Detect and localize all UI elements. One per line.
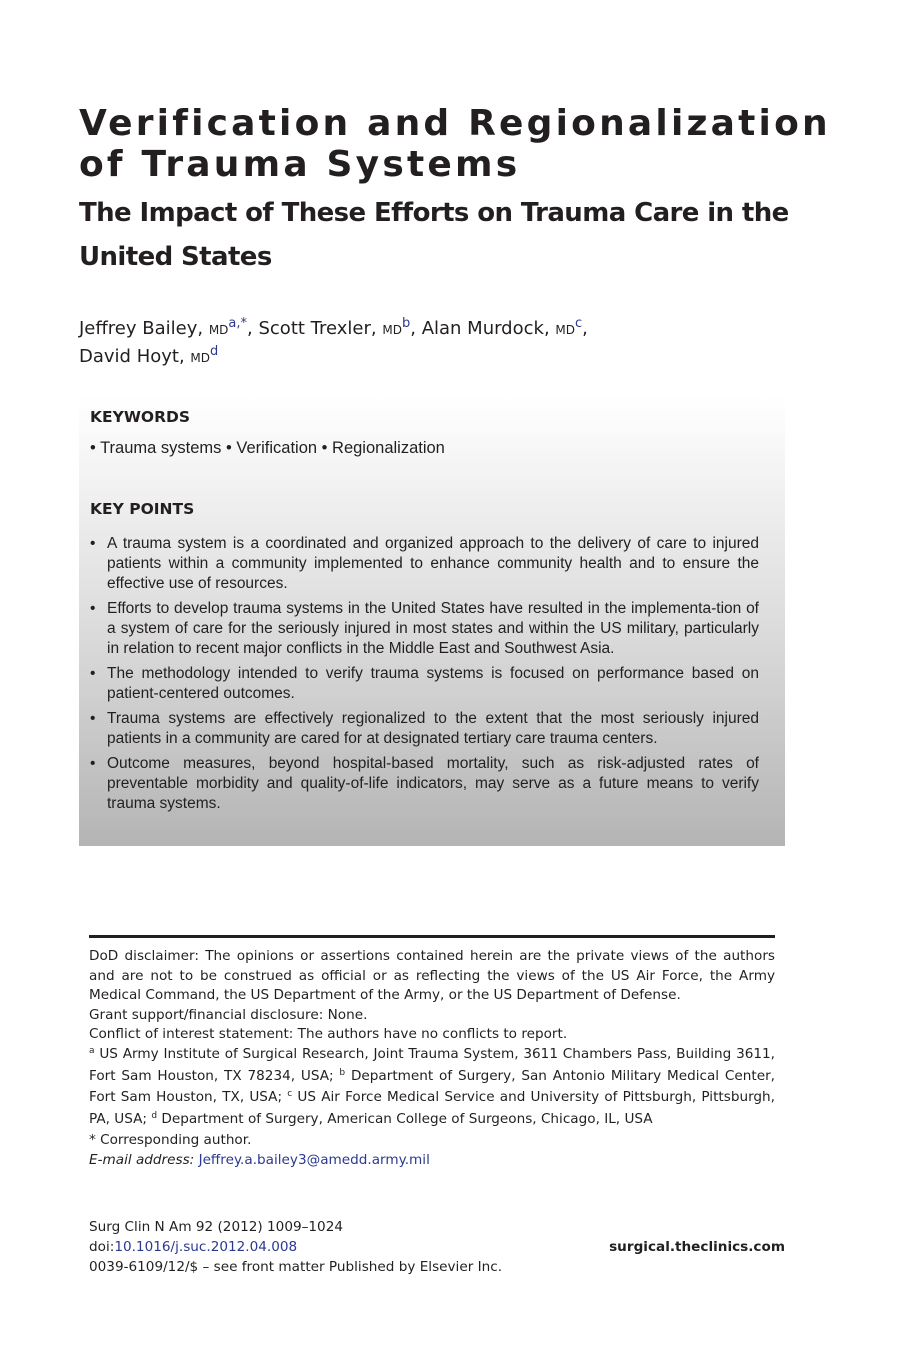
key-points-list	[90, 534, 759, 819]
key-point: • Outcome measures, beyond hospital-based mortality, such as risk-adjusted rates of preventable morbidity and quality-of-life indicators, may serve as a future means to verify trauma systems.	[90, 755, 759, 812]
keyword: Verification	[236, 439, 318, 457]
author-name: Jeffrey Bailey,	[79, 318, 204, 339]
key-point: • A trauma system is a coordinated and organized approach to the delivery of care to injured patients within a community implemented to enhance community health and to ensure the effective use of resources.	[90, 535, 759, 592]
key-point: • The methodology intended to verify trauma systems is focused on performance based on patient-centered outcomes.	[90, 665, 759, 702]
affiliation: US Air Force Medical Service and University of Pittsburgh, Pittsburgh, PA, USA;	[89, 1089, 775, 1127]
article-subtitle: The Impact of These Efforts on Trauma Care in the United States	[79, 198, 789, 272]
issn-line: 0039-6109/12/$ – see front matter Published by Elsevier Inc.	[89, 1259, 503, 1275]
footnote-divider	[89, 935, 775, 938]
affiliation-marker[interactable]: a,*	[228, 316, 248, 331]
conflict-statement: Conflict of interest statement: The authors have no conflicts to report.	[89, 1026, 568, 1043]
author-degree: MD	[382, 323, 402, 337]
key-points-heading: KEY POINTS	[90, 500, 195, 518]
email-line: E-mail address: Jeffrey.a.bailey3@amedd.army.mil	[89, 1151, 430, 1168]
affiliation: US Army Institute of Surgical Research, Joint Trauma System, 3611 Chambers Pass, Building 3611, Fort Sam Houston, TX 78234, USA;	[89, 1045, 775, 1084]
affiliation-marker[interactable]: c	[575, 316, 583, 331]
keyword: Trauma systems	[100, 439, 222, 457]
email-link[interactable]: Jeffrey.a.bailey3@amedd.army.mil	[198, 1151, 430, 1168]
author-degree: MD	[208, 323, 229, 337]
author	[79, 346, 218, 367]
corresponding-author: * Corresponding author.	[89, 1132, 252, 1149]
affiliations: $^a$ US Army Institute of Surgical Research, Joint Trauma System, 3611 Chambers Pass, Building 3611, Fort Sam Houston, TX 78234, USA; $^b$ Department of Surgery, San Antonio Military Medical Center, Fort Sam Houston, TX, USA; $^c$ US Air Force Medical Service and University of Pittsburgh, Pittsburgh, PA, USA; $^d$ Department of Surgery, American College of Surgeons, Chicago, IL, USA	[89, 1045, 775, 1127]
article-title: Verification and Regionalization of Trauma Systems	[79, 103, 831, 185]
author-name: Scott Trexler,	[258, 318, 377, 339]
author-list	[79, 316, 799, 372]
doi-line: doi:10.1016/j.suc.2012.04.008	[89, 1239, 298, 1255]
bullet-icon: •	[90, 535, 96, 552]
bullet-icon: •	[90, 600, 96, 617]
keywords-heading: KEYWORDS	[90, 408, 191, 426]
doi-link[interactable]: 10.1016/j.suc.2012.04.008	[114, 1239, 298, 1255]
footnotes	[89, 947, 775, 1171]
author: Scott Trexler, MD$^b$,	[258, 316, 416, 339]
author-degree: MD	[190, 351, 210, 365]
author-name: Alan Murdock,	[421, 318, 550, 339]
key-point: • Trauma systems are effectively regionalized to the extent that the most seriously injured patients in a community are cared for at designated tertiary care trauma centers.	[90, 710, 759, 747]
bullet-icon: •	[90, 755, 96, 772]
affiliation: Department of Surgery, American College of Surgeons, Chicago, IL, USA	[161, 1110, 653, 1127]
author-degree: MD	[555, 323, 575, 337]
author: Jeffrey Bailey, MD$^{a,*}$,	[79, 316, 253, 339]
bullet-icon: •	[90, 665, 96, 682]
bullet-icon: •	[90, 710, 96, 727]
affiliation: Department of Surgery, San Antonio Military Medical Center, Fort Sam Houston, TX, USA;	[89, 1067, 775, 1106]
keywords-keypoints-box	[79, 396, 785, 846]
author: Alan Murdock, MD$^c$,	[421, 316, 588, 339]
journal-website-link[interactable]: surgical.theclinics.com	[609, 1239, 785, 1255]
affiliation-marker[interactable]: b	[401, 316, 411, 331]
journal-info	[89, 1217, 785, 1277]
affiliation-marker[interactable]: d	[210, 344, 219, 359]
keyword: Regionalization	[332, 439, 445, 457]
citation: Surg Clin N Am 92 (2012) 1009–1024	[89, 1219, 344, 1235]
dod-disclaimer: DoD disclaimer: The opinions or assertions contained herein are the private views of the authors and are not to be construed as official or as reflecting the views of the US Air Force, the Army Medical Command, the US Department of the Army, or the US Department of Defense.	[89, 948, 775, 1004]
keyword-list: • Trauma systems • Verification • Regionalization	[90, 439, 445, 457]
grant-disclosure: Grant support/financial disclosure: None.	[89, 1006, 368, 1023]
key-point: • Efforts to develop trauma systems in the United States have resulted in the implementa-tion of a system of care for the seriously injured in most states and within the US military, particularly in relation to recent major conflicts in the Middle East and Southwest Asia.	[90, 600, 759, 657]
author-name: David Hoyt,	[79, 346, 185, 367]
